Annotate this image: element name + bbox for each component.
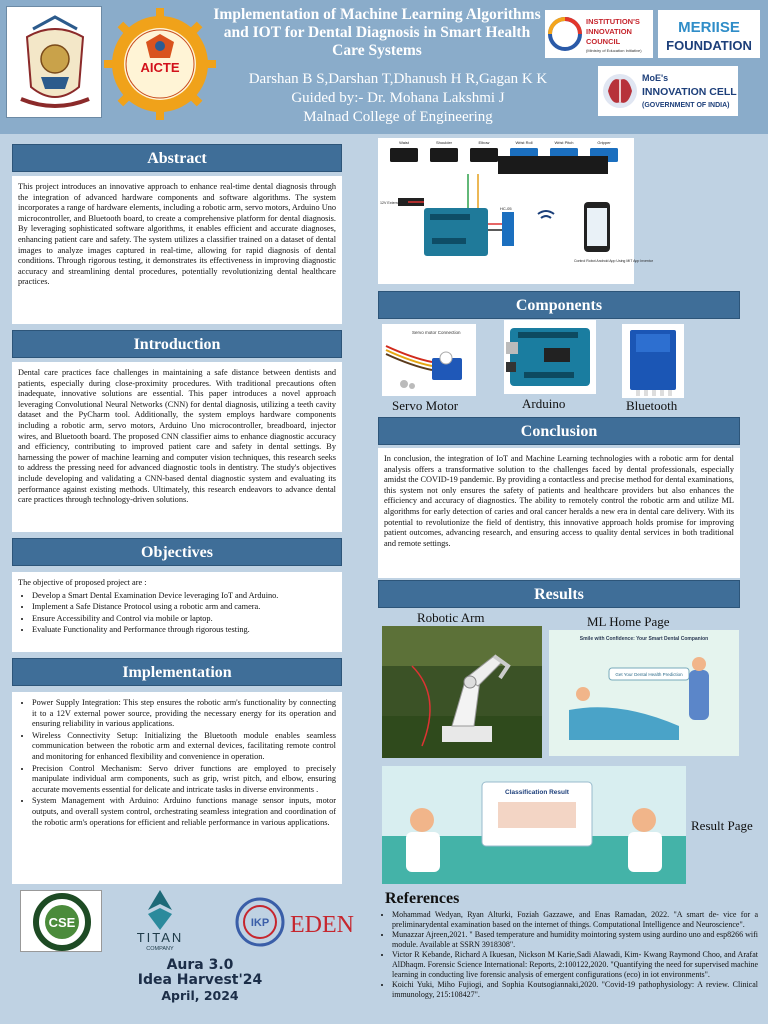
moe-line2: INNOVATION CELL (642, 86, 737, 98)
iic-logo (545, 10, 653, 58)
reference-item: • Victor R Kebande, Richard A Ikuesan, Nickson M Karie,Sadi Alawadi, Kim- Kwang Raymond Choo, and Arafat AlDhaqm. Forensic Science International: Reports, 2:100122,2020. "Quantifying the need for supervised machine learning in conducting live forensic analysis of emergent configurations (eco) in iot environments". (392, 950, 758, 979)
introduction-text: Dental care practices face challenges in maintaining a safe distance between dentists and patients, especially during close-proximity procedures. With traditional precautions often inadequate, innovative solutions are essential. This paper introduces a novel approach leveraging Convolutional Neural Networks (CNN) for dental diagnosis, utilizing a teeth cavity dataset and the PyCharm tool. Additionally, the system employs hardware components including a robotic arm, servo motors, Arduino Uno microcontroller, breadboard, injector wires, and Bluetooth board. The proposed CNN classifier aims to enhance diagnostic accuracy and efficiency, contributing to improved patient care and safety in dental settings. By harnessing the power of machine learning and computer vision techniques, this research seeks to address the pressing need for advanced diagnostic tools in dentistry. The study's objectives include developing and validating a CNN-based dental diagnostic system and evaluating its performance against existing methods. Ultimately, this research endeavors to advance dental care practices through technology-driven solutions. (18, 368, 336, 505)
ml-home-screenshot (549, 630, 739, 756)
references-heading: References (385, 890, 460, 907)
event-line1: Aura 3.0 (166, 957, 234, 973)
event-line2: Idea Harvest'24 (137, 972, 263, 988)
power-label: 12V External Power Source (380, 201, 425, 205)
servo-motor-icon (430, 140, 458, 162)
circuit-svg (378, 138, 653, 284)
eden-text: EDEN (290, 912, 354, 938)
implementation-item: • Precision Control Mechanism: Servo driver functions are employed to precisely manipulate individual arm components, such as grip, wrist pitch, and elbow, ensuring accurate movements essential for delicate and intricate tasks in diverse environments . (32, 764, 336, 796)
objectives-intro: The objective of proposed project are : (18, 578, 147, 587)
circuit-diagram (378, 138, 653, 284)
poster-title: Implementation of Machine Learning Algorithms and IOT for Dental Diagnosis in Smart Health Care Systems (213, 6, 541, 59)
ml-home-caption: ML Home Page (587, 614, 670, 629)
servo-motor-icon (390, 140, 418, 162)
servo-label: Elbow (478, 140, 490, 145)
titan-text: TITAN (136, 930, 184, 945)
introduction-heading: Introduction (12, 330, 342, 358)
classification-title: Classification Result (505, 789, 569, 796)
implementation-item: • Wireless Connectivity Setup: Initializing the Bluetooth module enables seamless communication between the robotic arm and external devices, facilitating remote control and monitoring for enhanced flexibility and convenience in operation. (32, 731, 336, 763)
introduction-panel (12, 362, 342, 532)
conclusion-text: In conclusion, the integration of IoT and Machine Learning technologies with a robotic arm for dental analysis offers a transformative solution to the challenges faced by dental professionals, especially amidst the COVID-19 pandemic. By providing a contactless and precise method for dental examinations, this system not only ensures the safety of patients and healthcare providers but also enhances the efficiency and accuracy of diagnostics. The ability to remotely control the robotic arm and utilize ML algorithms for early detection of caries and oral cancer heralds a new era in dental care delivery. With its potential to revolutionize the field of dentistry, this innovative approach holds promise for improving patient outcomes, advancing research, and ensuring access to quality dental services in both traditional and remote settings. (384, 454, 734, 548)
servo-label: Gripper (597, 140, 611, 145)
results-heading: Results (378, 580, 740, 608)
titan-logo (128, 886, 192, 952)
aicte-text: AICTE (140, 60, 180, 75)
robotic-arm-photo (382, 626, 542, 758)
conclusion-heading: Conclusion (378, 417, 740, 445)
classification-result-screenshot (382, 766, 686, 884)
ml-home-banner: Smile with Confidence: Your Smart Dental Companion (579, 636, 709, 642)
conclusion-panel (378, 448, 740, 578)
wireless-icon (538, 211, 554, 214)
ikp-text: IKP (250, 917, 270, 929)
aicte-logo (110, 2, 210, 124)
meriise-line2: FOUNDATION (666, 38, 752, 53)
titan-sub: COMPANY (146, 946, 174, 952)
cse-text: CSE (48, 915, 76, 930)
objectives-panel (12, 572, 342, 652)
arduino-caption: Arduino (522, 396, 566, 411)
bluetooth-image (622, 324, 684, 398)
arduino-image (504, 320, 596, 394)
eden-logo (290, 908, 360, 938)
title-block (212, 6, 542, 60)
meriise-logo (658, 10, 760, 58)
meriise-line1: MERIISE (678, 19, 740, 36)
app-caption: Control Robot Android App Using MIT App Inventor (574, 259, 653, 263)
reference-item: • Koichi Yuki, Miho Fujiogi, and Sophia Koutsogiannaki,2020. "Covid-19 pathophysiology: A review. Clinical immunology, 215:108427". (392, 980, 758, 999)
college-line: Malnad College of Engineering (303, 109, 493, 125)
objective-item: • Develop a Smart Dental Examination Device leveraging IoT and Arduino. (32, 591, 336, 602)
author-block (228, 70, 568, 127)
reference-item: • Mohammad Wedyan, Ryan Alturki, Foziah Gazzawe, and Enas Ramadan, 2022. "A smart de- vice for a preliminarydental examination based on the internet of things. Computational Intelligence and Neuroscience". (392, 910, 758, 929)
implementation-panel (12, 692, 342, 884)
objectives-list (18, 591, 336, 636)
abstract-panel (12, 176, 342, 324)
poster-header (0, 0, 768, 134)
cse-department-logo (20, 890, 102, 952)
objectives-heading: Objectives (12, 538, 342, 566)
servo-label: Shoulder (435, 140, 453, 145)
moe-line1: MoE's (642, 73, 669, 83)
iic-line3: COUNCIL (586, 37, 621, 46)
servo-label: Wrist Roll (515, 140, 533, 145)
result-page-caption: Result Page (691, 818, 753, 833)
university-crest-logo (6, 6, 102, 118)
bluetooth-caption: Bluetooth (626, 398, 678, 413)
event-line3: April, 2024 (161, 988, 239, 1003)
components-heading: Components (378, 291, 740, 319)
abstract-text: This project introduces an innovative approach to enhance real-time dental diagnosis through the integration of advanced hardware components and software algorithms. The system incorporates a range of hardware elements, including a robotic arm, servo motors, Arduino Uno microcontroller, and Bluetooth board, to create a comprehensive platform for dental diagnosis. By leveraging sophisticated software algorithms, it enables efficient and accurate diagnoses, enhancing patient care and safety. The system utilizes a classifier trained on a dataset of dental images to analyze images captured in real-time, allowing for rapid diagnosis of dental conditions. Through rigorous testing, it demonstrates its effectiveness in improving diagnostic accuracy and streamlining dental procedures, potentially revolutionizing dental healthcare practices. (18, 182, 336, 287)
implementation-item: • Power Supply Integration: This step ensures the robotic arm's functionality by connecting it to a 12V external power source, providing the necessary energy for its operation and ensuring reliability in various applications. (32, 698, 336, 730)
ikp-logo (234, 896, 286, 948)
hc05-module-icon (502, 212, 514, 246)
iic-line4: (Ministry of Education Initiative) (586, 48, 642, 53)
servo-label: Wrist Pitch (554, 140, 574, 145)
implementation-heading: Implementation (12, 658, 342, 686)
servo-caption: Servo Motor (392, 398, 459, 413)
iic-line1: INSTITUTION'S (586, 17, 640, 26)
servo-inset-label: Servo motor Connection (412, 330, 461, 335)
servo-motor-image (382, 324, 476, 396)
hc05-label: HC-05 (500, 206, 512, 211)
abstract-heading: Abstract (12, 144, 342, 172)
iic-line2: INNOVATION (586, 27, 632, 36)
moe-innovation-cell-logo (598, 66, 738, 116)
servo-label: Waist (399, 140, 409, 145)
objective-item: • Implement a Safe Distance Protocol using a robotic arm and camera. (32, 602, 336, 613)
servo-motor-icon (470, 140, 498, 162)
implementation-item: • System Management with Arduino: Arduino functions manage sensor inputs, motor outputs, and overall system control, orchestrating seamless integration and coordination of the robotic arm's operations for efficient and reliable performance in various applications. (32, 796, 336, 828)
references-list (382, 910, 758, 1000)
objective-item: • Evaluate Functionality and Performance through rigorous testing. (32, 625, 336, 636)
ml-home-button: Get Your Dental Health Prediction (615, 672, 683, 677)
robotic-arm-caption: Robotic Arm (417, 610, 485, 625)
event-info (120, 958, 280, 1003)
authors-line: Darshan B S,Darshan T,Dhanush H R,Gagan K K (248, 71, 548, 87)
objective-item: • Ensure Accessibility and Control via mobile or laptop. (32, 614, 336, 625)
guide-line: Guided by:- Dr. Mohana Lakshmi J (291, 90, 505, 106)
moe-line3: (GOVERNMENT OF INDIA) (642, 102, 730, 109)
reference-item: • Munazzar Ajreen,2021. " Based temperature and humidity mointoring system using aurdino uno and esp8266 wifi module. Available at SSRN 3918308". (392, 930, 758, 949)
implementation-list (18, 698, 336, 828)
